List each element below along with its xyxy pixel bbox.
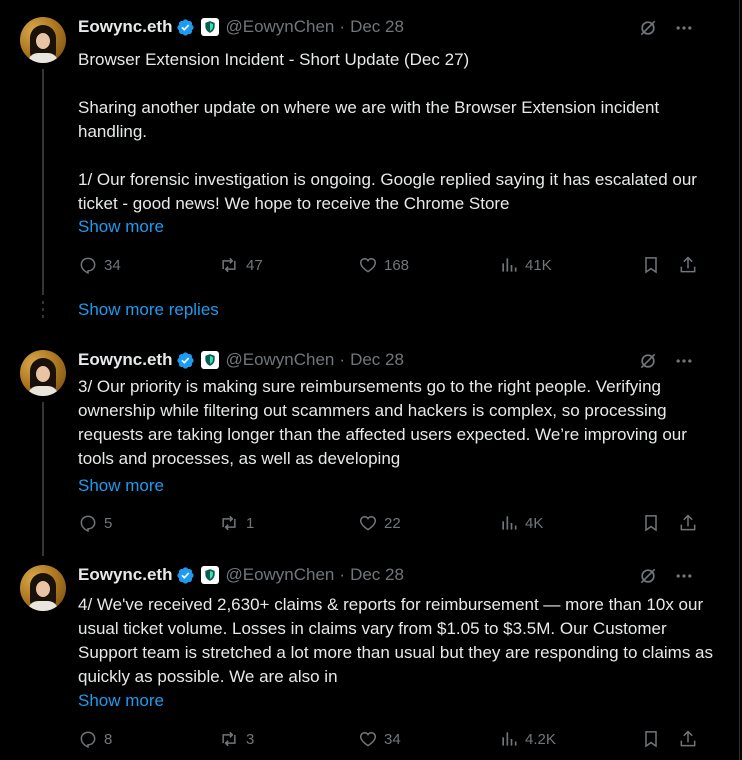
like-count: 168 bbox=[384, 256, 410, 274]
repost-icon bbox=[218, 255, 240, 275]
handle[interactable]: @EowynChen bbox=[225, 350, 335, 369]
more-options-icon[interactable] bbox=[674, 566, 694, 586]
show-more-replies-row[interactable] bbox=[0, 288, 738, 336]
bookmark-icon bbox=[641, 255, 661, 275]
tweet-actions bbox=[78, 729, 698, 751]
tweet-text: 3/ Our priority is making sure reimbursements go to the right people. Verifying ownership while filtering out scammers and hackers is complex, so processing requests are taking longer than the affected users expected. We’re improving our tools and processes, as well as developing bbox=[78, 377, 687, 468]
timeline-border bbox=[739, 0, 740, 760]
reply-button[interactable] bbox=[78, 513, 112, 533]
tweet-header bbox=[78, 350, 404, 370]
thread-connector bbox=[42, 308, 44, 311]
verified-badge-icon[interactable] bbox=[176, 566, 195, 585]
display-name[interactable]: Eowync.eth bbox=[78, 565, 173, 584]
repost-button[interactable] bbox=[218, 729, 254, 749]
share-icon bbox=[678, 513, 698, 533]
bookmark-button[interactable] bbox=[641, 729, 661, 749]
display-name[interactable]: Eowync.eth bbox=[78, 350, 173, 369]
views-icon bbox=[499, 729, 519, 749]
tweet-date[interactable]: Dec 28 bbox=[350, 350, 404, 369]
thread-line bbox=[42, 402, 44, 556]
repost-icon bbox=[218, 513, 240, 533]
share-icon bbox=[678, 255, 698, 275]
show-more-link[interactable]: Show more bbox=[78, 476, 164, 495]
reply-count: 8 bbox=[104, 730, 113, 748]
repost-count: 3 bbox=[246, 730, 255, 748]
affiliate-badge-icon[interactable] bbox=[201, 566, 219, 584]
tweet-top-actions bbox=[638, 18, 694, 38]
reply-icon bbox=[78, 513, 98, 533]
views-button[interactable] bbox=[499, 255, 552, 275]
tweet-text: Browser Extension Incident - Short Update (Dec 27) Sharing another update on where we are with the Browser Extension incident handling. 1/ Our forensic investigation is ongoing. Google replied saying it has escalated our ticket - good news! We hope to receive the Chrome Store bbox=[78, 50, 697, 213]
like-button[interactable] bbox=[358, 255, 409, 275]
like-button[interactable] bbox=[358, 729, 401, 749]
views-icon bbox=[499, 513, 519, 533]
reply-button[interactable] bbox=[78, 255, 121, 275]
verified-badge-icon[interactable] bbox=[176, 18, 195, 37]
bookmark-icon bbox=[641, 513, 661, 533]
tweet-date[interactable]: Dec 28 bbox=[350, 565, 404, 584]
like-count: 34 bbox=[384, 730, 401, 748]
repost-button[interactable] bbox=[218, 513, 254, 533]
repost-button[interactable] bbox=[218, 255, 263, 275]
show-more-replies-link[interactable]: Show more replies bbox=[78, 300, 219, 319]
affiliate-badge-icon[interactable] bbox=[201, 18, 219, 36]
reply-button[interactable] bbox=[78, 729, 112, 749]
views-button[interactable] bbox=[499, 729, 556, 749]
tweet-actions bbox=[78, 255, 698, 277]
grok-icon[interactable] bbox=[638, 351, 658, 371]
heart-icon bbox=[358, 513, 378, 533]
share-button[interactable] bbox=[678, 255, 698, 275]
handle[interactable]: @EowynChen bbox=[225, 565, 335, 584]
show-more-link[interactable]: Show more bbox=[78, 217, 164, 236]
thread-line bbox=[42, 69, 44, 295]
separator-dot: · bbox=[339, 17, 346, 36]
heart-icon bbox=[358, 729, 378, 749]
tweet[interactable] bbox=[0, 350, 738, 555]
bookmark-button[interactable] bbox=[641, 255, 661, 275]
reply-icon bbox=[78, 729, 98, 749]
separator-dot: · bbox=[339, 350, 346, 369]
tweet-header bbox=[78, 565, 404, 585]
like-button[interactable] bbox=[358, 513, 401, 533]
avatar[interactable] bbox=[20, 350, 66, 396]
like-count: 22 bbox=[384, 514, 401, 532]
display-name[interactable]: Eowync.eth bbox=[78, 17, 173, 36]
share-button[interactable] bbox=[678, 513, 698, 533]
separator-dot: · bbox=[339, 565, 346, 584]
share-button[interactable] bbox=[678, 729, 698, 749]
avatar[interactable] bbox=[20, 17, 66, 63]
handle[interactable]: @EowynChen bbox=[225, 17, 335, 36]
view-count: 4.2K bbox=[525, 730, 556, 748]
thread-connector bbox=[42, 301, 44, 304]
more-options-icon[interactable] bbox=[674, 351, 694, 371]
bookmark-button[interactable] bbox=[641, 513, 661, 533]
tweet-date[interactable]: Dec 28 bbox=[350, 17, 404, 36]
tweet-actions bbox=[78, 513, 698, 535]
reply-count: 5 bbox=[104, 514, 113, 532]
reply-icon bbox=[78, 255, 98, 275]
share-icon bbox=[678, 729, 698, 749]
avatar[interactable] bbox=[20, 565, 66, 611]
tweet[interactable] bbox=[0, 565, 738, 760]
views-icon bbox=[499, 255, 519, 275]
repost-count: 47 bbox=[246, 256, 263, 274]
tweet-top-actions bbox=[638, 351, 694, 371]
tweet[interactable] bbox=[0, 17, 738, 287]
grok-icon[interactable] bbox=[638, 566, 658, 586]
repost-count: 1 bbox=[246, 514, 255, 532]
affiliate-badge-icon[interactable] bbox=[201, 351, 219, 369]
view-count: 41K bbox=[525, 256, 552, 274]
view-count: 4K bbox=[525, 514, 544, 532]
reply-count: 34 bbox=[104, 256, 121, 274]
more-options-icon[interactable] bbox=[674, 18, 694, 38]
heart-icon bbox=[358, 255, 378, 275]
show-more-link[interactable]: Show more bbox=[78, 691, 164, 710]
tweet-top-actions bbox=[638, 566, 694, 586]
thread-connector bbox=[42, 315, 44, 318]
repost-icon bbox=[218, 729, 240, 749]
bookmark-icon bbox=[641, 729, 661, 749]
views-button[interactable] bbox=[499, 513, 543, 533]
verified-badge-icon[interactable] bbox=[176, 351, 195, 370]
tweet-header bbox=[78, 17, 404, 37]
grok-icon[interactable] bbox=[638, 18, 658, 38]
tweet-text: 4/ We've received 2,630+ claims & reports for reimbursement — more than 10x our usual ticket volume. Losses in claims vary from $1.05 to $3.5M. Our Customer Support team is stretched a lot more than usual but they are responding to claims as quickly as possible. We are also in bbox=[78, 595, 714, 686]
